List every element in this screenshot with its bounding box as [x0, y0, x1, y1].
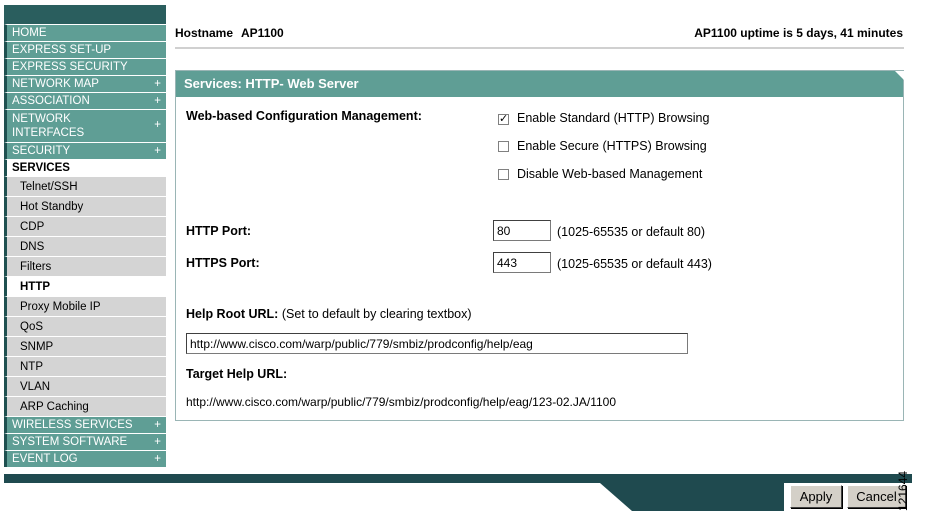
sidebar-item-security[interactable] [4, 142, 166, 159]
sidebar-item-label: EXPRESS SECURITY [12, 61, 128, 73]
sidebar-item-system-software[interactable] [4, 433, 166, 450]
uptime-display: AP1100 uptime is 5 days, 41 minutes [694, 26, 903, 40]
expand-plus-icon[interactable]: + [154, 78, 161, 90]
sidebar-subitem-snmp[interactable]: SNMP [4, 336, 166, 356]
sidebar-subitem-http[interactable]: HTTP [4, 276, 166, 296]
sidebar-top-bar [4, 5, 166, 24]
apply-button[interactable]: Apply [790, 485, 842, 508]
expand-plus-icon[interactable]: + [154, 436, 161, 448]
sidebar-subitem-hot-standby[interactable]: Hot Standby [4, 196, 166, 216]
footer-tab [632, 483, 784, 511]
sidebar-item-association[interactable] [4, 92, 166, 109]
http-web-server-panel [175, 70, 904, 421]
help-root-hint: (Set to default by clearing textbox) [281, 307, 472, 321]
sidebar-subitem-proxy-mobile-ip[interactable]: Proxy Mobile IP [4, 296, 166, 316]
help-root-label: Help Root URL: [186, 307, 279, 321]
https-port-label: HTTPS Port: [186, 256, 260, 270]
expand-plus-icon[interactable]: + [154, 453, 161, 465]
panel-title: Services: HTTP- Web Server [176, 71, 903, 97]
sidebar-item-label: SECURITY [12, 145, 71, 157]
expand-plus-icon[interactable]: + [154, 419, 161, 431]
cancel-button[interactable]: Cancel [847, 485, 906, 508]
sidebar-item-label: NETWORK MAP [12, 78, 99, 90]
footer-tab-corner [600, 483, 632, 511]
sidebar-subitem-qos[interactable]: QoS [4, 316, 166, 336]
sidebar-item-express-security[interactable] [4, 58, 166, 75]
sidebar-item-home[interactable] [4, 24, 166, 41]
sidebar-item-event-log[interactable] [4, 450, 166, 467]
sidebar-item-label: SYSTEM SOFTWARE [12, 436, 128, 448]
enable-https-checkbox[interactable] [498, 141, 509, 152]
sidebar-item-label: INTERFACES [12, 127, 85, 139]
hostname-value: AP1100 [241, 26, 284, 40]
sidebar-item-label: EVENT LOG [12, 453, 78, 465]
help-root-url-input[interactable] [186, 333, 688, 354]
header-divider [175, 47, 904, 49]
https-port-input[interactable] [493, 252, 551, 273]
help-root-row [186, 307, 472, 321]
sidebar-item-label: ASSOCIATION [12, 95, 90, 107]
disable-web-management-label[interactable]: Disable Web-based Management [517, 167, 703, 181]
sidebar-item-label: NETWORK [12, 113, 71, 125]
expand-plus-icon[interactable]: + [154, 145, 161, 157]
sidebar-item-network-map[interactable] [4, 75, 166, 92]
sidebar-item-label: WIRELESS SERVICES [12, 419, 133, 431]
sidebar-item-network-interfaces[interactable] [4, 109, 166, 142]
hostname-display [175, 26, 292, 40]
sidebar [4, 24, 166, 467]
sidebar-item-wireless-services[interactable] [4, 416, 166, 433]
http-port-input[interactable] [493, 220, 551, 241]
sidebar-subitem-ntp[interactable]: NTP [4, 356, 166, 376]
disable-web-management-checkbox[interactable] [498, 169, 509, 180]
figure-id-label: 121644 [896, 470, 910, 511]
footer-bar [4, 474, 912, 483]
sidebar-subitem-arp-caching[interactable]: ARP Caching [4, 396, 166, 416]
expand-plus-icon[interactable]: + [154, 119, 161, 131]
sidebar-item-label: SERVICES [12, 162, 70, 174]
enable-https-label[interactable]: Enable Secure (HTTPS) Browsing [517, 139, 707, 153]
sidebar-subitem-vlan[interactable]: VLAN [4, 376, 166, 396]
https-port-hint: (1025-65535 or default 443) [557, 257, 712, 271]
web-config-label: Web-based Configuration Management: [186, 109, 422, 123]
sidebar-subitem-cdp[interactable]: CDP [4, 216, 166, 236]
sidebar-item-label: EXPRESS SET-UP [12, 44, 112, 56]
sidebar-subitem-telnet-ssh[interactable]: Telnet/SSH [4, 176, 166, 196]
sidebar-item-services[interactable] [4, 159, 166, 176]
hostname-label: Hostname [175, 26, 234, 40]
expand-plus-icon[interactable]: + [154, 95, 161, 107]
target-help-label: Target Help URL: [186, 367, 288, 381]
http-port-hint: (1025-65535 or default 80) [557, 225, 706, 239]
http-port-label: HTTP Port: [186, 224, 252, 238]
sidebar-subitem-dns[interactable]: DNS [4, 236, 166, 256]
target-help-url: http://www.cisco.com/warp/public/779/smbiz/prodconfig/help/eag/123-02.JA/1100 [186, 395, 617, 409]
enable-http-checkbox[interactable]: ✓ [499, 113, 509, 125]
sidebar-item-express-setup[interactable] [4, 41, 166, 58]
sidebar-item-label: HOME [12, 27, 47, 39]
enable-http-label[interactable]: Enable Standard (HTTP) Browsing [517, 111, 710, 125]
sidebar-subitem-filters[interactable]: Filters [4, 256, 166, 276]
